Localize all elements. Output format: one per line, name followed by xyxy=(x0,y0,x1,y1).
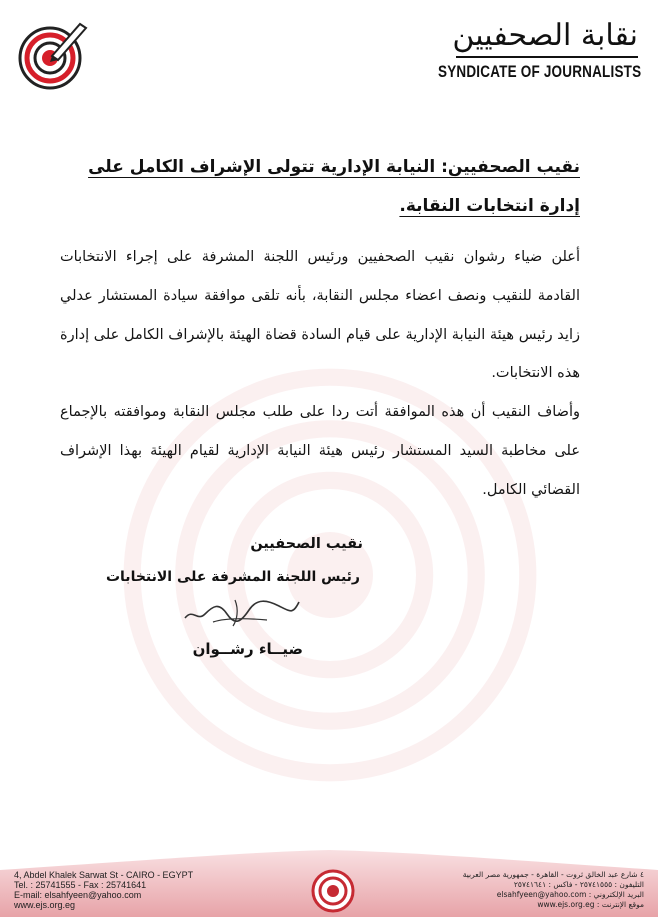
signatory-title-2: رئيس اللجنة المشرفة على الانتخابات xyxy=(105,569,360,585)
footer-contact-english xyxy=(14,870,193,910)
footer-address-en: 4, Abdel Khalek Sarwat St - CAIRO - EGYPT xyxy=(14,870,194,880)
footer-web-ar[interactable]: موقع الإنترنت : www.ejs.org.eg xyxy=(537,900,644,909)
footer-email-en[interactable]: E-mail: elsahfyeen@yahoo.com xyxy=(14,890,142,900)
headline-line-2 xyxy=(60,196,580,216)
footer-contact-arabic xyxy=(463,870,644,910)
footer-web-en[interactable]: www.ejs.org.eg xyxy=(14,900,76,910)
headline-text-1: نقيب الصحفيين: النيابة الإدارية تتولى الإشراف الكامل على xyxy=(88,157,580,177)
footer-address-ar: ٤ شارع عبد الخالق ثروت - القاهرة - جمهورية مصر العربية xyxy=(462,870,644,879)
handwritten-signature xyxy=(175,592,305,632)
masthead xyxy=(438,18,642,81)
headline-line-1 xyxy=(60,157,580,177)
masthead-english: SYNDICATE OF JOURNALISTS xyxy=(438,62,642,81)
letter-body xyxy=(60,238,580,510)
footer-email-ar[interactable]: البريد الإلكتروني : elsahfyeen@yahoo.com xyxy=(496,890,644,899)
footer-phone-en: Tel. : 25741555 - Fax : 25741641 xyxy=(14,880,147,890)
signatory-title-1: نقيب الصحفيين xyxy=(250,536,363,552)
footer-logo-icon xyxy=(310,868,356,914)
headline-text-2: إدارة انتخابات النقابة. xyxy=(399,196,580,216)
body-paragraph-2: وأضاف النقيب أن هذه الموافقة أتت ردا على طلب مجلس النقابة وموافقته بالإجماع على مخاطبة السيد المستشار رئيس هيئة النيابة الإدارية لقيام الهيئة بهذا الإشراف القضائي الكامل. xyxy=(60,404,580,498)
masthead-divider xyxy=(456,56,638,58)
signatory-name: ضيــاء رشــوان xyxy=(192,640,303,658)
target-pen-logo-icon xyxy=(12,14,92,94)
body-paragraph-1: أعلن ضياء رشوان نقيب الصحفيين ورئيس اللجنة المشرفة على إجراء الانتخابات القادمة للنقيب ونصف اعضاء مجلس النقابة، بأنه تلقى موافقة سيادة المستشار عدلي زايد رئيس هيئة النيابة الإدارية على قيام السادة قضاة الهيئة بالإشراف الكامل على إدارة هذه الانتخابات. xyxy=(60,249,580,382)
footer-phone-ar: التليفون : ٢٥٧٤١٥٥٥ - فاكس : ٢٥٧٤١٦٤١ xyxy=(513,880,644,889)
masthead-arabic: نقابة الصحفيين xyxy=(452,18,638,53)
